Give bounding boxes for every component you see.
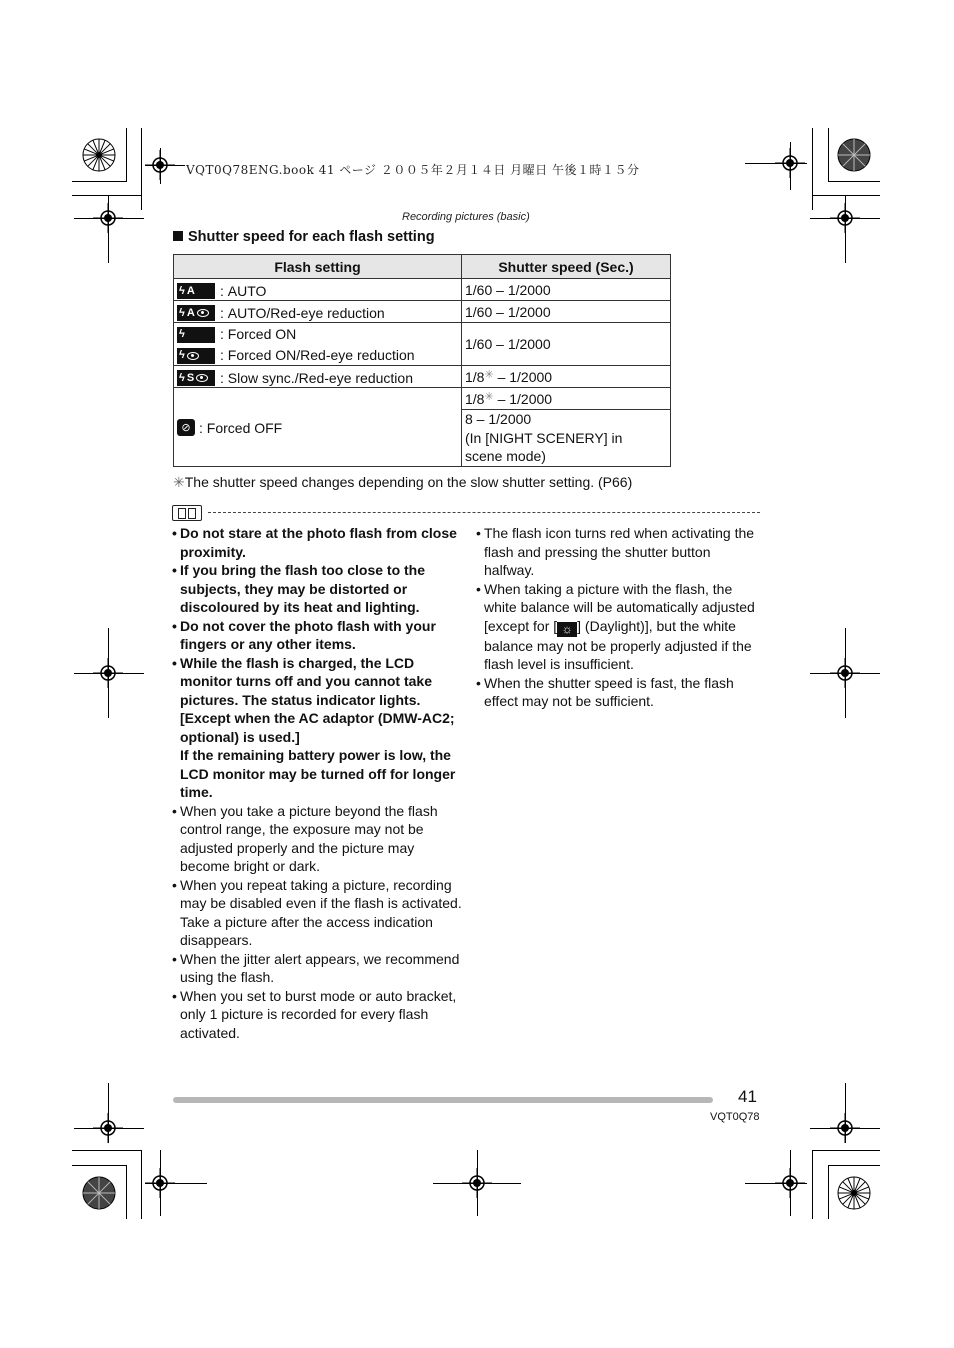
- table-cell: ⊘ : Forced OFF: [174, 388, 462, 467]
- table-row: [174, 301, 671, 323]
- registration-mark-icon: [145, 150, 175, 180]
- page-number: 41: [738, 1087, 757, 1106]
- table-row: [174, 388, 671, 410]
- registration-mark-icon: [145, 1168, 175, 1198]
- table-cell: ϟ S : Slow sync./Red-eye reduction: [174, 366, 462, 388]
- flash-auto-icon: ϟ A: [177, 283, 215, 299]
- table-row: [174, 323, 671, 366]
- color-rosette-icon: [837, 138, 871, 172]
- list-item: • Do not stare at the photo flash from close proximity.: [172, 524, 464, 561]
- flash-setting-label: Forced ON/Red-eye reduction: [227, 347, 415, 363]
- table-row: [174, 366, 671, 388]
- registration-mark-icon: [93, 1113, 123, 1143]
- list-item: • When the jitter alert appears, we recommend using the flash.: [172, 950, 464, 987]
- list-item: • When you take a picture beyond the flash control range, the exposure may not be adjusted properly and the picture may become bright or dark.: [172, 802, 464, 876]
- flash-setting-label: Slow sync./Red-eye reduction: [227, 369, 413, 386]
- square-bullet-icon: [173, 231, 183, 241]
- color-rosette-icon: [837, 1176, 871, 1210]
- table-header-shutter-speed: Shutter speed (Sec.): [462, 255, 671, 279]
- print-header: VQT0Q78ENG.book 41 ページ ２００５年２月１４日 月曜日 午後１時１５分: [186, 163, 640, 177]
- table-row: [174, 279, 671, 301]
- table-cell: ϟ A : AUTO: [174, 279, 462, 301]
- table-header-flash-setting: Flash setting: [174, 255, 462, 279]
- flash-slow-sync-red-eye-icon: ϟ S: [177, 370, 215, 386]
- table-header-row: [174, 255, 671, 279]
- flash-auto-red-eye-icon: ϟ A: [177, 305, 215, 321]
- dashed-divider: [208, 512, 760, 513]
- list-item: • While the flash is charged, the LCD monitor turns off and you cannot take pictures. The status indicator lights. [Except when the AC adaptor (DMW-AC2; optional) is used.] If the remaining battery power is low, the LCD monitor may be turned off for longer time.: [172, 654, 464, 802]
- list-item: • When you set to burst mode or auto bracket, only 1 picture is recorded for every flash activated.: [172, 987, 464, 1043]
- footer-bar: [173, 1097, 713, 1103]
- registration-mark-icon: [830, 1113, 860, 1143]
- color-rosette-icon: [82, 1176, 116, 1210]
- flash-setting-label: Forced ON: [227, 326, 297, 342]
- registration-mark-icon: [775, 148, 805, 178]
- registration-mark-icon: [830, 203, 860, 233]
- list-item: • When the shutter speed is fast, the flash effect may not be sufficient.: [476, 674, 760, 711]
- daylight-icon: ☼: [557, 622, 577, 637]
- flash-setting-label: Forced OFF: [206, 419, 283, 436]
- registration-mark-icon: [93, 658, 123, 688]
- table-cell: 1/60 – 1/2000: [462, 279, 671, 301]
- flash-setting-label: AUTO: [227, 282, 267, 299]
- list-item: • When you repeat taking a picture, recording may be disabled even if the flash is activated. Take a picture after the access indication disappears.: [172, 876, 464, 950]
- flash-forced-off-icon: ⊘: [177, 419, 195, 436]
- flash-forced-on-icon: ϟ: [177, 327, 215, 343]
- registration-mark-icon: [830, 658, 860, 688]
- flash-forced-on-red-eye-icon: ϟ: [177, 348, 215, 364]
- registration-mark-icon: [775, 1168, 805, 1198]
- list-item: • If you bring the flash too close to the subjects, they may be distorted or discoloured by its heat and lighting.: [172, 561, 464, 617]
- note-icon: [172, 505, 202, 521]
- table-cell: 8 – 1/2000 (In [NIGHT SCENERY] in scene mode): [462, 410, 671, 467]
- color-rosette-icon: [82, 138, 116, 172]
- table-cell: 1/8✳ – 1/2000: [462, 366, 671, 388]
- notes-left-column: [172, 524, 464, 1042]
- section-title-text: Shutter speed for each flash setting: [188, 229, 435, 245]
- table-cell: 1/8✳ – 1/2000: [462, 388, 671, 410]
- list-item: • Do not cover the photo flash with your fingers or any other items.: [172, 617, 464, 654]
- list-item: • The flash icon turns red when activating the flash and pressing the shutter button halfway.: [476, 524, 760, 580]
- flash-setting-label: AUTO/Red-eye reduction: [227, 304, 385, 321]
- section-title: [173, 229, 435, 245]
- table-cell: 1/60 – 1/2000: [462, 323, 671, 366]
- notes-right-column: [476, 524, 760, 711]
- running-head: Recording pictures (basic): [402, 211, 530, 223]
- footnote: ✳The shutter speed changes depending on the slow shutter setting. (P66): [173, 474, 633, 490]
- table-cell: ϟ A : AUTO/Red-eye reduction: [174, 301, 462, 323]
- registration-mark-icon: [93, 203, 123, 233]
- registration-mark-icon: [462, 1168, 492, 1198]
- asterisk-icon: ✳: [173, 474, 185, 490]
- table-cell: 1/60 – 1/2000: [462, 301, 671, 323]
- list-item: • When taking a picture with the flash, the white balance will be automatically adjusted [except for [ ☼ ] (Daylight)], but the white balance may not be properly adjusted if the flash level is insufficient.: [476, 580, 760, 674]
- flash-setting-table: [173, 254, 671, 467]
- document-code: VQT0Q78: [710, 1111, 760, 1123]
- table-cell: ϟ : Forced ON ϟ : Forced ON/Red-eye reduction: [174, 323, 462, 366]
